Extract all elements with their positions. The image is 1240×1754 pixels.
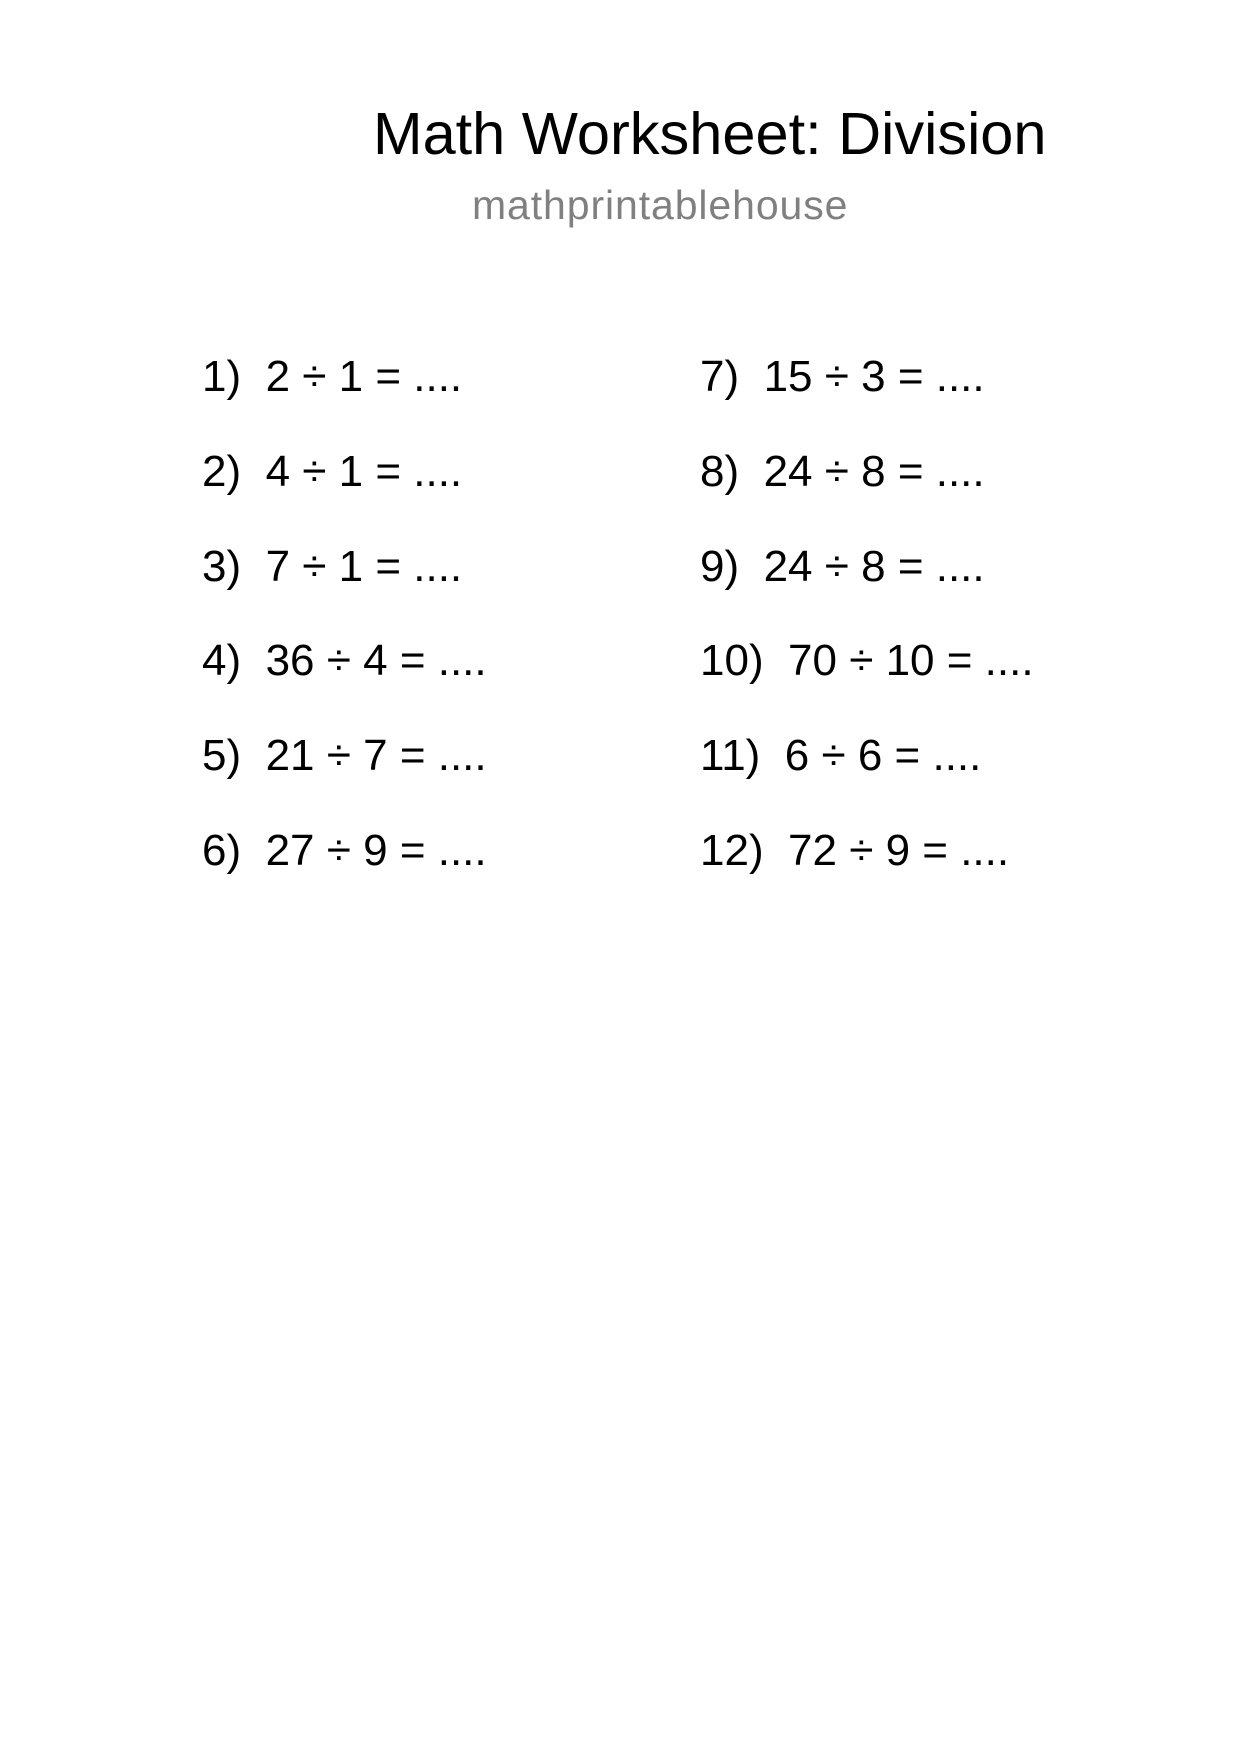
problem-expression: 2 ÷ 1 = ....	[265, 352, 463, 401]
problem-item-6	[202, 826, 487, 876]
site-watermark: mathprintablehouse	[472, 182, 849, 228]
problem-expression: 72 ÷ 9 = ....	[788, 826, 1010, 875]
problem-number: 8)	[700, 447, 740, 496]
problem-item-7	[700, 352, 985, 402]
problem-number: 3)	[202, 542, 242, 591]
problem-number: 1)	[202, 352, 242, 401]
problem-number: 7)	[700, 352, 740, 401]
problem-number: 11)	[700, 731, 761, 780]
problem-item-12	[700, 826, 1009, 876]
problem-expression: 15 ÷ 3 = ....	[763, 352, 985, 401]
problem-expression: 24 ÷ 8 = ....	[763, 542, 985, 591]
problem-item-5	[202, 731, 487, 781]
problem-expression: 4 ÷ 1 = ....	[265, 447, 463, 496]
problem-number: 6)	[202, 826, 242, 875]
problem-number: 10)	[700, 636, 764, 685]
problem-expression: 24 ÷ 8 = ....	[763, 447, 985, 496]
problem-expression: 6 ÷ 6 = ....	[784, 731, 982, 780]
problem-number: 5)	[202, 731, 242, 780]
problem-item-1	[202, 352, 462, 402]
problem-item-9	[700, 542, 985, 592]
problem-item-10	[700, 636, 1034, 686]
page-title: Math Worksheet: Division	[373, 100, 1047, 167]
problem-item-3	[202, 542, 462, 592]
problem-expression: 21 ÷ 7 = ....	[265, 731, 487, 780]
problem-number: 4)	[202, 636, 242, 685]
problem-item-11	[700, 731, 981, 781]
problem-number: 12)	[700, 826, 764, 875]
problem-number: 9)	[700, 542, 740, 591]
problem-expression: 36 ÷ 4 = ....	[265, 636, 487, 685]
problem-item-4	[202, 636, 487, 686]
problem-expression: 27 ÷ 9 = ....	[265, 826, 487, 875]
problem-item-2	[202, 447, 462, 497]
problem-number: 2)	[202, 447, 242, 496]
problem-item-8	[700, 447, 985, 497]
problem-expression: 7 ÷ 1 = ....	[265, 542, 463, 591]
problem-expression: 70 ÷ 10 = ....	[788, 636, 1034, 685]
